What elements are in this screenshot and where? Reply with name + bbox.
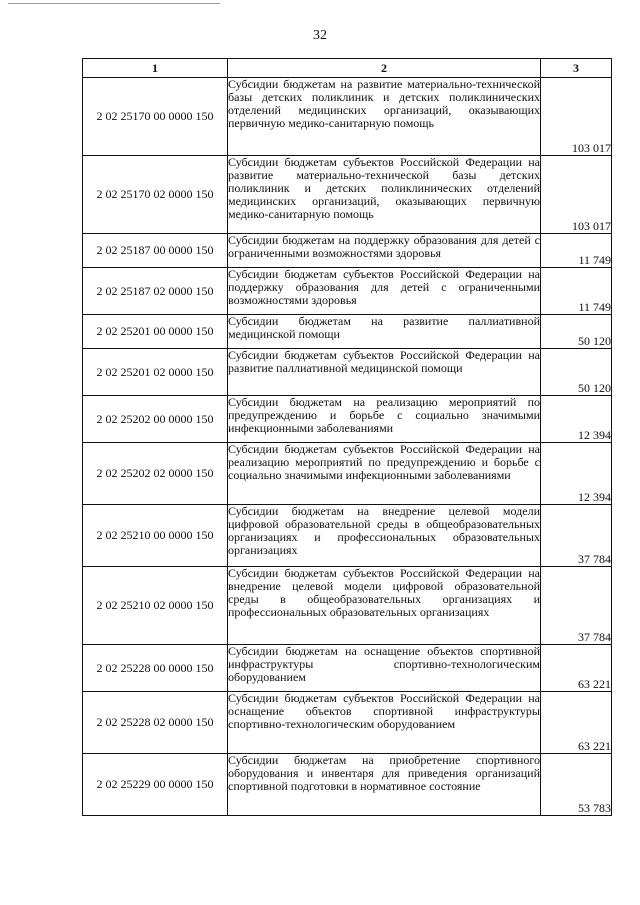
row-description [228, 396, 541, 443]
row-description-text: Субсидии бюджетам на приобретение спортивного оборудования и инвентаря для приведения организаций спортивной подготовки в нормативное состояние [228, 753, 540, 793]
table-row [83, 396, 612, 443]
top-rule [8, 3, 220, 4]
row-description-text: Субсидии бюджетам субъектов Российской Федерации на развитие материально-технической базы детских поликлиник и детских поликлинических отделений медицинских организаций, оказывающих первичную медико-санитарную помощь [228, 155, 540, 221]
row-description [228, 505, 541, 567]
table-body [83, 78, 612, 816]
row-code: 2 02 25201 02 0000 150 [83, 349, 228, 396]
row-amount: 11 749 [541, 234, 612, 268]
row-description-text: Субсидии бюджетам на развитие паллиативной медицинской помощи [228, 314, 540, 341]
row-amount: 103 017 [541, 156, 612, 234]
row-description [228, 315, 541, 349]
row-description [228, 645, 541, 692]
row-description [228, 443, 541, 505]
table-row [83, 692, 612, 754]
page-number: 32 [313, 28, 327, 43]
budget-table [82, 58, 612, 816]
row-description [228, 234, 541, 268]
row-description [228, 78, 541, 156]
row-amount: 37 784 [541, 567, 612, 645]
table-row [83, 349, 612, 396]
row-code: 2 02 25228 00 0000 150 [83, 645, 228, 692]
row-code: 2 02 25170 02 0000 150 [83, 156, 228, 234]
row-amount: 37 784 [541, 505, 612, 567]
row-amount: 11 749 [541, 268, 612, 315]
column-header-code: 1 [83, 59, 228, 78]
table-row [83, 754, 612, 816]
row-code: 2 02 25228 02 0000 150 [83, 692, 228, 754]
row-amount: 50 120 [541, 349, 612, 396]
row-code: 2 02 25187 02 0000 150 [83, 268, 228, 315]
row-amount: 63 221 [541, 645, 612, 692]
table-row [83, 505, 612, 567]
row-description-text: Субсидии бюджетам субъектов Российской Федерации на реализацию мероприятий по предупреждению и борьбе с социально значимыми инфекционными заболеваниями [228, 442, 540, 482]
table-header-row [83, 59, 612, 78]
table-row [83, 645, 612, 692]
row-description [228, 349, 541, 396]
table-row [83, 156, 612, 234]
row-description [228, 268, 541, 315]
row-code: 2 02 25210 02 0000 150 [83, 567, 228, 645]
row-code: 2 02 25229 00 0000 150 [83, 754, 228, 816]
row-description-text: Субсидии бюджетам на оснащение объектов спортивной инфраструктуры спортивно-технологическим оборудованием [228, 644, 540, 684]
column-header-amount: 3 [541, 59, 612, 78]
row-description-text: Субсидии бюджетам субъектов Российской Федерации на поддержку образования для детей с ограниченными возможностями здоровья [228, 267, 540, 307]
table-row [83, 234, 612, 268]
row-amount: 63 221 [541, 692, 612, 754]
table-row [83, 315, 612, 349]
row-code: 2 02 25202 00 0000 150 [83, 396, 228, 443]
row-code: 2 02 25210 00 0000 150 [83, 505, 228, 567]
row-description [228, 156, 541, 234]
row-description-text: Субсидии бюджетам на внедрение целевой модели цифровой образовательной среды в общеобразовательных организациях и профессиональных образовательных организациях [228, 504, 540, 557]
row-amount: 53 783 [541, 754, 612, 816]
row-description [228, 567, 541, 645]
row-description [228, 692, 541, 754]
row-description-text: Субсидии бюджетам на развитие материально-технической базы детских поликлиник и детских поликлинических отделений медицинских организаций, оказывающих первичную медико-санитарную помощь [228, 77, 540, 130]
row-amount: 12 394 [541, 396, 612, 443]
row-description-text: Субсидии бюджетам субъектов Российской Федерации на внедрение целевой модели цифровой образовательной среды в общеобразовательных организациях и профессиональных образовательных организациях [228, 566, 540, 619]
row-amount: 12 394 [541, 443, 612, 505]
row-code: 2 02 25170 00 0000 150 [83, 78, 228, 156]
row-code: 2 02 25201 00 0000 150 [83, 315, 228, 349]
table-row [83, 268, 612, 315]
column-header-description: 2 [228, 59, 541, 78]
row-amount: 103 017 [541, 78, 612, 156]
row-code: 2 02 25187 00 0000 150 [83, 234, 228, 268]
row-description-text: Субсидии бюджетам субъектов Российской Федерации на оснащение объектов спортивной инфраструктуры спортивно-технологическим оборудованием [228, 691, 540, 731]
row-description-text: Субсидии бюджетам на поддержку образования для детей с ограниченными возможностями здоровья [228, 233, 540, 260]
row-code: 2 02 25202 02 0000 150 [83, 443, 228, 505]
table-row [83, 443, 612, 505]
row-description-text: Субсидии бюджетам на реализацию мероприятий по предупреждению и борьбе с социально значимыми инфекционными заболеваниями [228, 395, 540, 435]
row-description [228, 754, 541, 816]
row-description-text: Субсидии бюджетам субъектов Российской Федерации на развитие паллиативной медицинской помощи [228, 348, 540, 375]
table-row [83, 567, 612, 645]
row-amount: 50 120 [541, 315, 612, 349]
table-row [83, 78, 612, 156]
